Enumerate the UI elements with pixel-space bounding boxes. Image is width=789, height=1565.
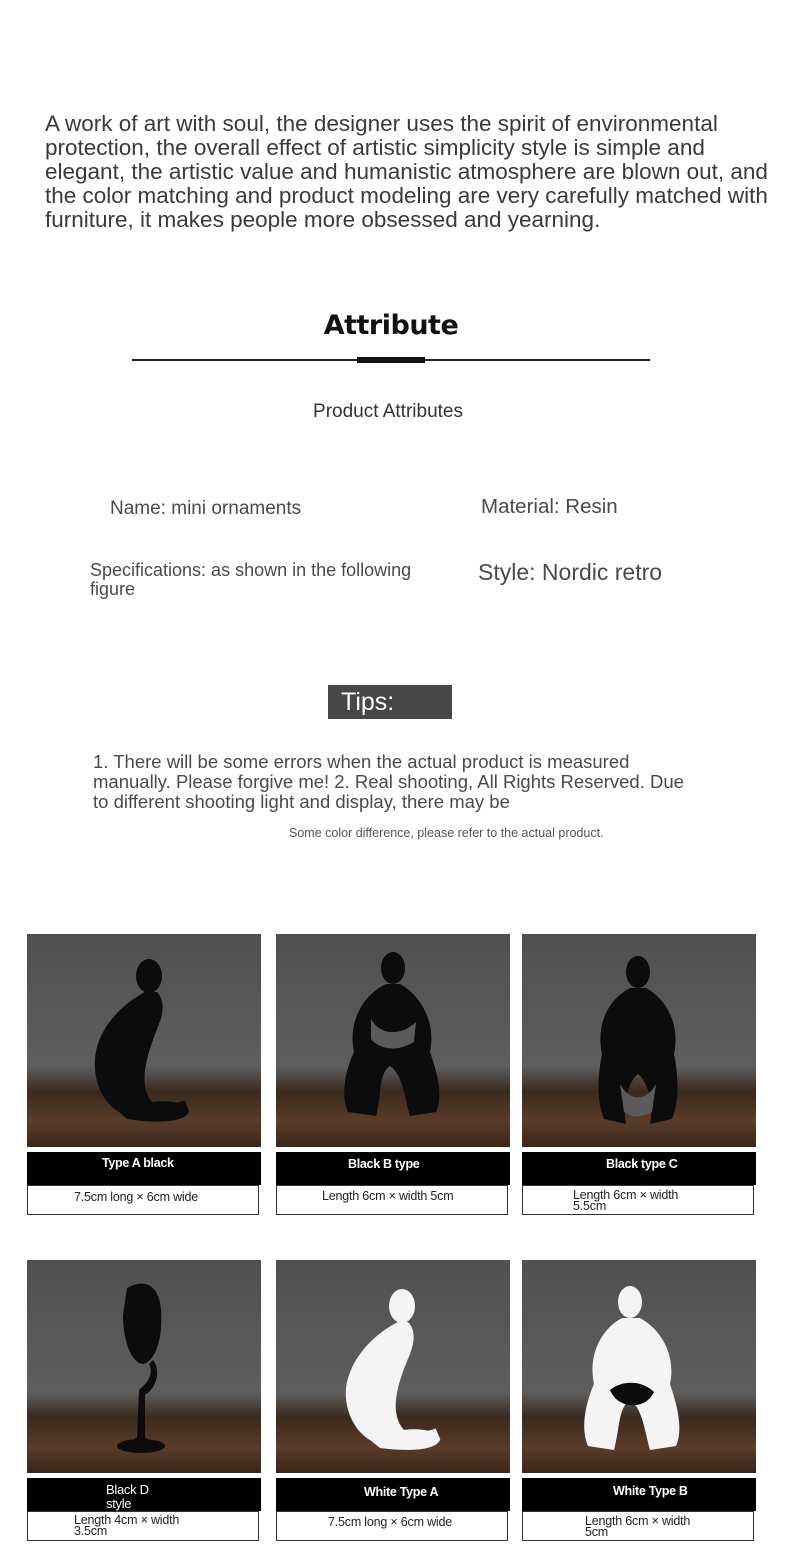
- product-photo: [522, 1260, 756, 1473]
- tips-note: Some color difference, please refer to the actual product.: [289, 826, 604, 840]
- thinker-statue-white-icon: [276, 1260, 510, 1473]
- tips-text: 1. There will be some errors when the actual product is measured manually. Please forgive me! 2. Real shooting, All Rights Reserved. Due to different shooting light and display, there may be: [93, 751, 684, 812]
- product-photo: [522, 934, 756, 1147]
- product-card: [276, 1260, 510, 1529]
- product-photo: [27, 1260, 261, 1473]
- product-name-text: Black D style: [106, 1482, 149, 1511]
- attr-name: Name: mini ornaments: [110, 498, 302, 519]
- product-card: [522, 1260, 756, 1539]
- product-name: Black type C: [522, 1152, 756, 1185]
- thinker-statue-black-icon: [27, 934, 261, 1147]
- product-card: [27, 1260, 261, 1538]
- product-card: [522, 934, 756, 1213]
- product-photo: [27, 934, 261, 1147]
- product-name: White Type A: [276, 1478, 510, 1511]
- attr-style: Style: Nordic retro: [478, 559, 663, 585]
- product-name: [27, 1478, 261, 1511]
- product-size: Length 6cm × width 5cm: [522, 1511, 754, 1541]
- thinker-statue-black-icon: [522, 934, 756, 1147]
- attr-material: Material: Resin: [481, 495, 618, 518]
- attribute-heading: Attribute: [323, 310, 459, 341]
- product-name: White Type B: [522, 1478, 756, 1511]
- mask-statue-black-icon: [27, 1260, 261, 1473]
- thinker-statue-black-icon: [276, 934, 510, 1147]
- product-size: Length 6cm × width 5.5cm: [522, 1185, 754, 1215]
- tips-label: Tips:: [328, 685, 452, 719]
- product-size: 7.5cm long × 6cm wide: [27, 1185, 259, 1215]
- product-photo: [276, 1260, 510, 1473]
- product-card: [27, 934, 261, 1204]
- attr-specifications: Specifications: as shown in the following figure: [90, 560, 412, 599]
- thinker-statue-white-icon: [522, 1260, 756, 1473]
- product-name: Type A black: [27, 1152, 261, 1185]
- product-photo: [276, 934, 510, 1147]
- product-card: [276, 934, 510, 1203]
- product-attributes-subtitle: Product Attributes: [313, 401, 463, 422]
- heading-divider-accent: [357, 357, 425, 363]
- product-size: Length 4cm × width 3.5cm: [27, 1511, 259, 1541]
- product-size: Length 6cm × width 5cm: [276, 1185, 508, 1215]
- product-size: 7.5cm long × 6cm wide: [276, 1511, 508, 1541]
- product-name: Black B type: [276, 1152, 510, 1185]
- intro-paragraph: A work of art with soul, the designer uses the spirit of environmental protection, the overall effect of artistic simplicity style is simple and elegant, the artistic value and humanistic atmosphere are blown out, and the color matching and product modeling are very carefully matched with furniture, it makes people more obsessed and yearning.: [45, 111, 768, 232]
